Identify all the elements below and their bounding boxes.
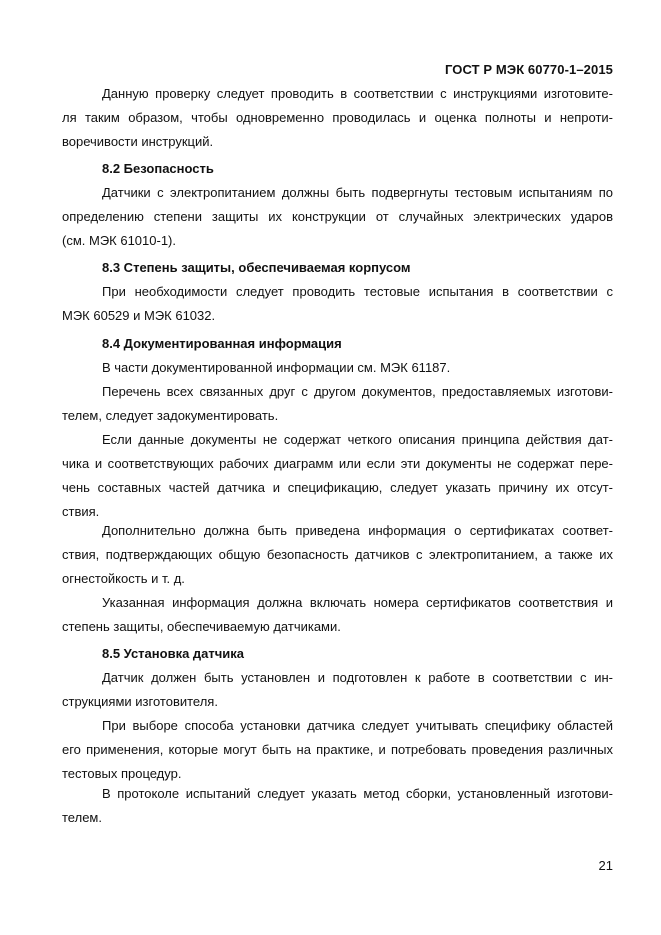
document-code-header: ГОСТ Р МЭК 60770-1–2015 (445, 62, 613, 77)
paragraph-line: телем, следует задокументировать. (62, 408, 279, 423)
paragraph-line: Данную проверку следует проводить в соответствии с инструкциями изготовите- (102, 86, 613, 101)
paragraph-line: телем. (62, 810, 102, 825)
section-heading-8-4: 8.4 Документированная информация (102, 336, 342, 351)
paragraph-line: степень защиты, обеспечиваемую датчиками. (62, 619, 341, 634)
paragraph-line: Перечень всех связанных друг с другом документов, предоставляемых изготови- (102, 384, 613, 399)
section-heading-8-2: 8.2 Безопасность (102, 161, 214, 176)
paragraph-line: ствия. (62, 504, 100, 519)
paragraph-line: его применения, которые могут быть на практике, и потребовать проведения различных (62, 742, 613, 757)
paragraph-line: Дополнительно должна быть приведена информация о сертификатах соответ- (102, 523, 613, 538)
paragraph-line: В протоколе испытаний следует указать метод сборки, установленный изготови- (102, 786, 613, 801)
paragraph-line: Датчики с электропитанием должны быть подвергнуты тестовым испытаниям по (102, 185, 613, 200)
paragraph-line: определению степени защиты их конструкции от случайных электрических ударов (62, 209, 613, 224)
paragraph-line: МЭК 60529 и МЭК 61032. (62, 308, 216, 323)
paragraph-line: При выборе способа установки датчика следует учитывать специфику областей (102, 718, 613, 733)
paragraph-line: ля таким образом, чтобы одновременно проводилась и оценка полноты и непроти- (62, 110, 613, 125)
section-heading-8-3: 8.3 Степень защиты, обеспечиваемая корпусом (102, 260, 411, 275)
paragraph-line: воречивости инструкций. (62, 134, 214, 149)
paragraph-line: струкциями изготовителя. (62, 694, 218, 709)
paragraph-line: При необходимости следует проводить тестовые испытания в соответствии с (102, 284, 613, 299)
paragraph-line: чень составных частей датчика и спецификацию, следует указать причину их отсут- (62, 480, 613, 495)
paragraph-line: тестовых процедур. (62, 766, 182, 781)
paragraph-line: Указанная информация должна включать номера сертификатов соответствия и (102, 595, 613, 610)
paragraph-line: В части документированной информации см. МЭК 61187. (102, 360, 451, 375)
paragraph-line: Датчик должен быть установлен и подготовлен к работе в соответствии с ин- (102, 670, 613, 685)
paragraph-line: Если данные документы не содержат четкого описания принципа действия дат- (102, 432, 613, 447)
paragraph-line: огнестойкость и т. д. (62, 571, 185, 586)
paragraph-line: (см. МЭК 61010-1). (62, 233, 176, 248)
section-heading-8-5: 8.5 Установка датчика (102, 646, 245, 661)
paragraph-line: чика и соответствующих рабочих диаграмм или если эти документы не содержат пере- (62, 456, 613, 471)
paragraph-line: ствия, подтверждающих общую безопасность датчиков с электропитанием, а также их (62, 547, 613, 562)
page-number: 21 (598, 858, 613, 873)
